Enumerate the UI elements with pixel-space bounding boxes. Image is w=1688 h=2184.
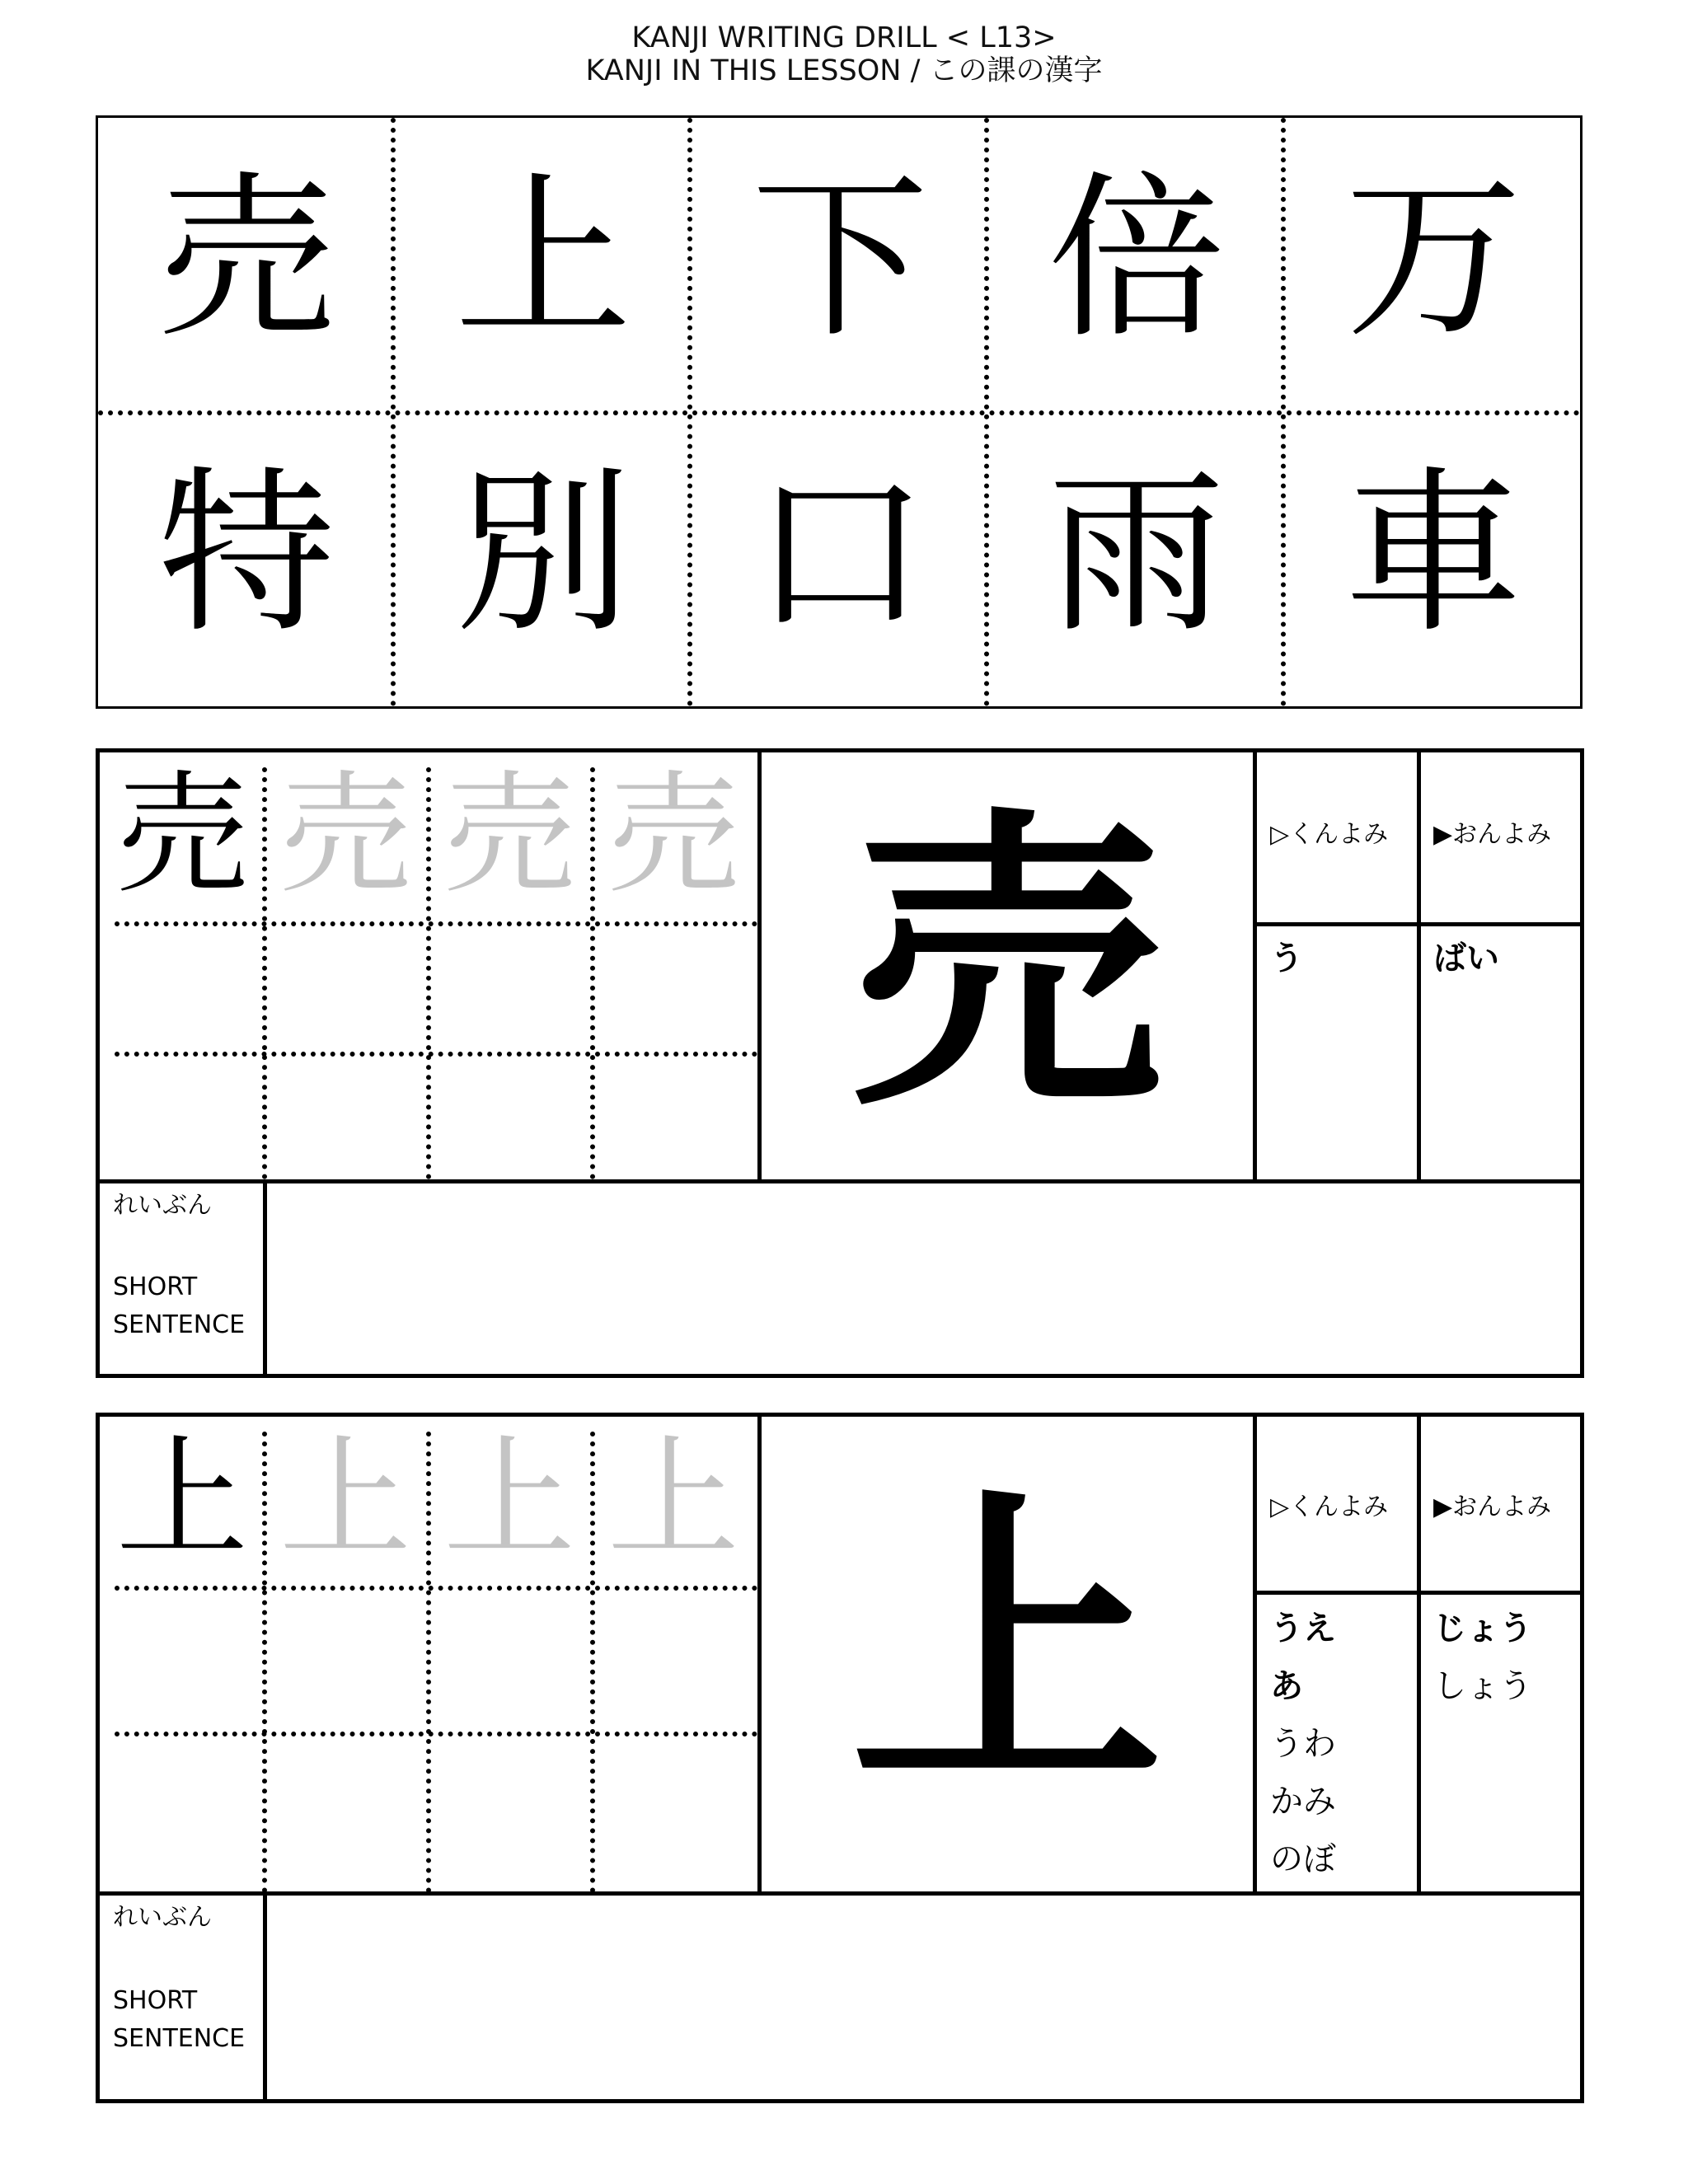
onyomi-header: ▶おんよみ [1433,820,1552,849]
lesson-kanji: 車 [1344,449,1522,657]
section-divider [1417,752,1421,1179]
kunyomi-reading: うわ [1270,1725,1336,1763]
practice-kanji-trace: 売 [607,757,739,912]
lesson-kanji-grid [96,115,1582,709]
lesson-kanji: 口 [751,449,929,657]
practice-kanji-trace: 売 [279,757,411,912]
drill-section [96,748,1584,1378]
kunyomi-reading: うえ [1270,1610,1336,1647]
practice-kanji-trace: 売 [443,757,575,912]
sentence-writing-area[interactable] [267,1896,1579,2099]
lesson-kanji: 上 [454,154,632,362]
lesson-kanji: 売 [157,154,335,362]
section-divider [1253,1591,1584,1595]
kunyomi-reading: のぼ [1270,1840,1336,1878]
practice-grid-line [115,1732,757,1736]
kunyomi-readings [1270,1600,1410,1888]
kunyomi-readings [1270,930,1410,1177]
section-divider [1253,922,1584,926]
kunyomi-header: ▷くんよみ [1270,820,1389,849]
kunyomi-reading: かみ [1270,1783,1336,1821]
main-kanji: 上 [851,1464,1164,1829]
lesson-kanji: 特 [157,449,335,657]
kunyomi-header: ▷くんよみ [1270,1493,1389,1521]
reibun-label: れいぶん [113,1191,212,1220]
page-title: KANJI WRITING DRILL < L13> [631,21,1057,54]
sentence-writing-area[interactable] [267,1183,1579,1374]
lesson-kanji: 雨 [1048,449,1226,657]
kunyomi-reading: う [1270,940,1303,977]
practice-kanji-trace: 上 [443,1422,575,1576]
main-kanji: 売 [851,783,1164,1148]
section-divider [1417,1417,1421,1891]
onyomi-reading: ばい [1433,940,1499,977]
onyomi-reading: じょう [1433,1610,1532,1647]
page-subtitle: KANJI IN THIS LESSON / この課の漢字 [585,54,1103,87]
lesson-kanji: 別 [454,449,632,657]
kunyomi-reading: あ [1270,1667,1303,1705]
practice-kanji-model: 上 [115,1422,248,1576]
onyomi-header: ▶おんよみ [1433,1493,1552,1521]
short-label: SHORT [113,1986,198,2015]
onyomi-readings [1433,1600,1582,1888]
practice-grid-line [115,1052,757,1057]
reibun-label: れいぶん [113,1903,212,1932]
section-divider [1253,1417,1257,1891]
onyomi-readings [1433,930,1582,1177]
practice-kanji-trace: 上 [607,1422,739,1576]
lesson-kanji: 下 [751,154,929,362]
onyomi-reading: しょう [1433,1667,1532,1705]
lesson-kanji: 倍 [1048,154,1226,362]
practice-grid-line [115,1586,757,1591]
practice-grid-line [115,921,757,926]
sentence-label: SENTENCE [113,1310,246,1339]
short-label: SHORT [113,1272,198,1301]
lesson-kanji: 万 [1344,154,1522,362]
section-divider [1253,752,1257,1179]
drill-section [96,1413,1584,2103]
sentence-label: SENTENCE [113,2024,246,2053]
practice-kanji-trace: 上 [279,1422,411,1576]
practice-kanji-model: 売 [115,757,248,912]
